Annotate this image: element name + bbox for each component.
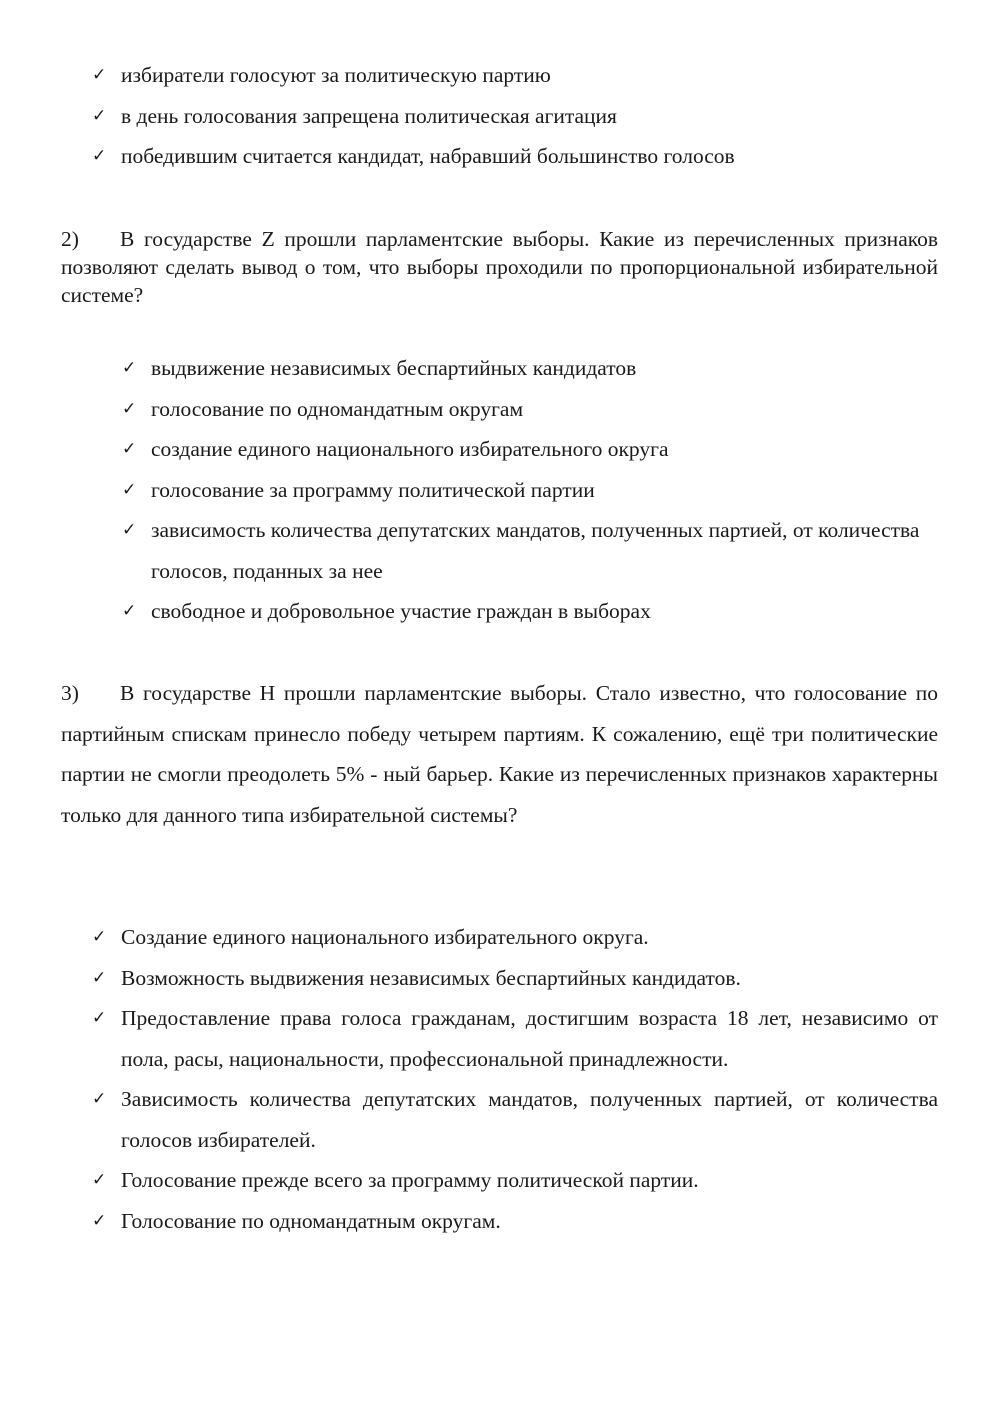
answer-option: ✓ свободное и добровольное участие граждан в выборах <box>122 591 938 632</box>
checkmark-icon: ✓ <box>122 601 137 621</box>
answer-option: ✓ голосование за программу политической партии <box>122 470 938 511</box>
checkmark-icon: ✓ <box>122 398 137 419</box>
answer-option: ✓ Голосование прежде всего за программу политической партии. <box>92 1160 938 1201</box>
answer-options-list-2 <box>122 348 938 632</box>
checkmark-icon: ✓ <box>92 65 107 85</box>
question-text: В государстве Z прошли парламентские выборы. Какие из перечисленных признаков позволяют сделать вывод о том, что выборы проходили по пропорциональной избирательной системе? <box>61 227 938 307</box>
checkmark-icon: ✓ <box>92 105 107 126</box>
checkmark-icon: ✓ <box>92 146 107 166</box>
answer-option: ✓ создание единого национального избирательного округа <box>122 429 938 470</box>
question-2 <box>61 225 938 309</box>
answer-option: ✓ Зависимость количества депутатских мандатов, полученных партией, от количества голосов избирателей. <box>92 1079 938 1160</box>
checkmark-icon: ✓ <box>122 479 137 500</box>
answer-option: ✓ Предоставление права голоса гражданам, достигшим возраста 18 лет, независимо от пола, расы, национальности, профессиональной принадлежности. <box>92 998 938 1079</box>
checkmark-icon: ✓ <box>92 1089 107 1109</box>
checkmark-icon: ✓ <box>92 967 107 988</box>
answer-option: ✓ в день голосования запрещена политическая агитация <box>92 96 932 137</box>
question-text: В государстве Н прошли парламентские выборы. Стало известно, что голосование по партийным спискам принесло победу четырем партиям. К сожалению, ещё три политические партии не смогли преодолеть 5% - ный барьер. Какие из перечисленных признаков характерны только для данного типа избирательной системы? <box>61 681 938 827</box>
checkmark-icon: ✓ <box>92 927 107 947</box>
question-number: 3) <box>61 681 79 705</box>
checkmark-icon: ✓ <box>122 439 137 459</box>
checkmark-icon: ✓ <box>122 520 137 540</box>
checkmark-icon: ✓ <box>92 1210 107 1231</box>
answer-option: ✓ Возможность выдвижения независимых беспартийных кандидатов. <box>92 958 938 999</box>
question-number: 2) <box>61 227 79 251</box>
answer-option: ✓ зависимость количества депутатских мандатов, полученных партией, от количества голосов, поданных за нее <box>122 510 938 591</box>
answer-option: ✓ избиратели голосуют за политическую партию <box>92 55 932 96</box>
checkmark-icon: ✓ <box>92 1170 107 1190</box>
answer-option: ✓ Создание единого национального избирательного округа. <box>92 917 938 958</box>
answer-option: ✓ победившим считается кандидат, набравший большинство голосов <box>92 136 932 177</box>
answer-option: ✓ Голосование по одномандатным округам. <box>92 1201 938 1242</box>
checkmark-icon: ✓ <box>92 1008 107 1028</box>
checkmark-icon: ✓ <box>122 358 137 378</box>
answer-options-list-3 <box>92 917 938 1241</box>
answer-option: ✓ голосование по одномандатным округам <box>122 389 938 430</box>
answer-option: ✓ выдвижение независимых беспартийных кандидатов <box>122 348 938 389</box>
answer-options-list-1 <box>92 55 932 177</box>
question-3 <box>61 673 938 835</box>
